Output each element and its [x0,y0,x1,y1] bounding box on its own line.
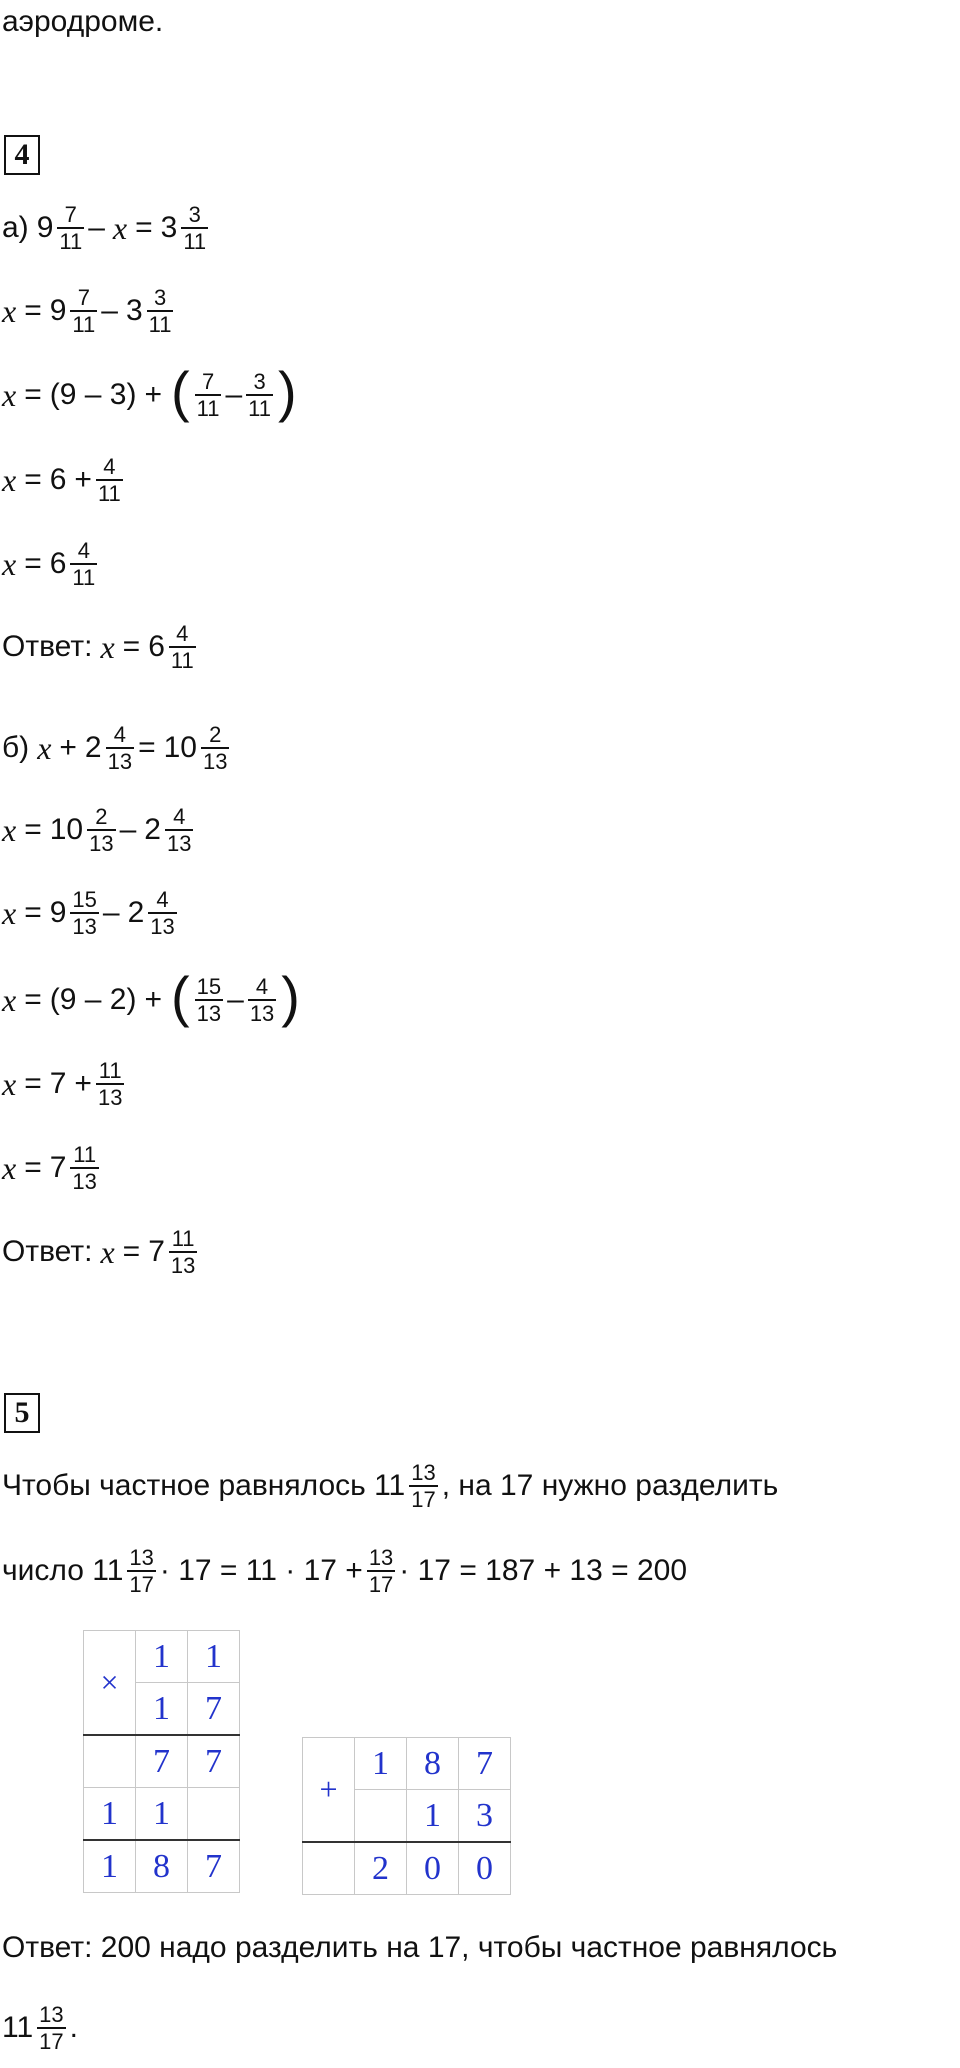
operator: – [225,378,243,411]
variable-x: x [100,1233,115,1270]
period: . [69,2011,78,2044]
equals: = [135,211,153,244]
cell: 0 [459,1842,511,1895]
whole: 9 [49,294,67,327]
whole: 7 [148,1235,165,1268]
fraction: $\frac{11}{13}$ [72,1141,97,1194]
task5-line-1 [2,1446,778,1526]
cell [303,1842,355,1895]
text: Чтобы частное равнялось 11 [2,1469,406,1502]
task4-b-line-1 [2,708,233,788]
equals: = [24,1067,42,1100]
addition-column-table [302,1737,511,1895]
fraction: $\frac{4}{13}$ [166,803,192,856]
operator: – [227,983,244,1016]
fraction: $\frac{2}{13}$ [203,721,228,774]
fraction: $\frac{7}{11}$ [72,284,96,337]
variable-x: x [2,894,17,931]
cell: 7 [459,1738,511,1790]
whole: 6 [49,547,67,580]
task4-a-line-5 [2,524,101,604]
fraction: $\frac{13}{17}$ [368,1544,394,1597]
equals: = [24,294,42,327]
fraction: $\frac{3}{11}$ [248,368,272,421]
equals: = [122,630,141,663]
task4-b-line-3 [2,873,181,953]
whole: 2 [127,896,145,929]
equals: = [122,1235,141,1268]
task4-b-line-5 [2,1044,128,1124]
operator: – [88,211,105,244]
text: · 17 = 187 + 13 = 200 [399,1554,688,1587]
fraction: $\frac{13}{17}$ [129,1544,154,1597]
cell [355,1790,407,1843]
variable-x: x [2,1065,17,1102]
whole: 10 [49,813,84,846]
intro-text [2,0,163,62]
equals: = [24,896,42,929]
variable-x: x [2,811,17,848]
equals: = [24,547,42,580]
cell: 8 [407,1738,459,1790]
text: , на 17 нужно разделить [441,1469,779,1502]
plus: + [74,1067,92,1100]
task-4-number: 4 [4,135,40,175]
cell: 7 [136,1735,188,1788]
equals: = [24,1151,42,1184]
variable-x: x [2,292,17,329]
variable-x: x [37,729,52,766]
whole: 6 [49,463,67,496]
task4-b-answer [2,1212,201,1292]
variable-x: x [2,545,17,582]
cell: 1 [84,1840,136,1893]
group: (9 – 2) [49,983,137,1016]
fraction: $\frac{11}{13}$ [170,1225,196,1278]
operator: – [102,896,120,929]
fraction: $\frac{4}{11}$ [170,620,194,673]
fraction: $\frac{4}{13}$ [107,721,133,774]
cell: 1 [84,1788,136,1841]
whole: 9 [49,896,67,929]
task4-a-line-2 [2,271,177,351]
whole: 6 [148,630,165,663]
answer-label: Ответ: [2,630,93,663]
fraction: $\frac{15}{13}$ [72,886,97,939]
cell: 1 [136,1788,188,1841]
fraction: $\frac{2}{13}$ [89,803,114,856]
plus: + [74,463,92,496]
equals: = [24,983,42,1016]
answer-text: Ответ: 200 надо разделить на 17, чтобы частное равнялось [2,1931,838,1964]
task5-answer-line-2 [2,1988,78,2068]
operator: – [119,813,137,846]
cell: 1 [136,1631,188,1683]
cell: 1 [355,1738,407,1790]
task4-a-line-3 [2,355,298,435]
whole: 10 [163,731,197,764]
cell: 0 [407,1842,459,1895]
variable-x: x [2,461,17,498]
task5-answer-line-1 [2,1908,837,1988]
cell: 8 [136,1840,188,1893]
equals: = [24,378,42,411]
left-paren: ( [170,965,190,1028]
plus: + [144,378,162,411]
whole: 7 [49,1151,67,1184]
whole: 3 [125,294,143,327]
fraction: $\frac{7}{11}$ [59,201,83,254]
fraction: $\frac{13}{17}$ [411,1459,436,1512]
task4-a-line-1 [2,188,212,268]
variable-x: x [2,376,17,413]
task4-a-line-4 [2,440,127,520]
variable-x: x [112,209,128,246]
whole: 3 [160,211,178,244]
cell: + [303,1738,355,1843]
fraction: $\frac{4}{13}$ [249,973,275,1026]
task4-a-answer [2,607,200,687]
whole: 7 [49,1067,67,1100]
intro-tail: аэродроме. [2,5,164,38]
task5-line-2 [2,1531,687,1611]
right-paren: ) [278,360,297,423]
cell: 2 [355,1842,407,1895]
fraction: $\frac{13}{17}$ [39,2001,64,2054]
left-paren: ( [170,360,190,423]
fraction: $\frac{4}{13}$ [150,886,175,939]
part-label: а) [2,211,29,244]
cell: 7 [188,1683,240,1736]
task4-b-line-6 [2,1128,103,1208]
task4-b-line-4 [2,960,301,1040]
fraction: $\frac{7}{11}$ [196,368,220,421]
text: · 17 = 11 · 17 + [159,1554,363,1587]
task4-b-line-2 [2,790,197,870]
fraction: $\frac{3}{11}$ [183,201,207,254]
plus: + [59,731,77,764]
cell: 1 [188,1631,240,1683]
cell [188,1788,240,1841]
equals: = [138,731,156,764]
cell: 3 [459,1790,511,1843]
cell: 7 [188,1735,240,1788]
multiplication-column-table [83,1630,240,1893]
operator: – [101,294,118,327]
right-paren: ) [281,965,300,1028]
equals: = [24,813,42,846]
cell [84,1735,136,1788]
group: (9 – 3) [49,378,137,411]
equals: = [24,463,42,496]
whole: 2 [144,813,161,846]
cell: 1 [407,1790,459,1843]
fraction: $\frac{15}{13}$ [196,973,222,1026]
answer-label: Ответ: [2,1235,93,1268]
fraction: $\frac{4}{11}$ [72,537,96,590]
fraction: $\frac{11}{13}$ [97,1057,123,1110]
cell: 1 [136,1683,188,1736]
task-5-number: 5 [4,1393,40,1433]
cell: 7 [188,1840,240,1893]
whole: 2 [84,731,102,764]
cell: × [84,1631,136,1736]
text: число 11 [2,1554,124,1587]
variable-x: x [2,981,17,1018]
fraction: $\frac{4}{11}$ [97,453,121,506]
whole: 9 [36,211,54,244]
part-label: б) [2,731,30,764]
fraction: $\frac{3}{11}$ [148,284,172,337]
whole: 11 [2,2011,34,2044]
plus: + [144,983,162,1016]
variable-x: x [2,1149,17,1186]
variable-x: x [100,628,115,665]
